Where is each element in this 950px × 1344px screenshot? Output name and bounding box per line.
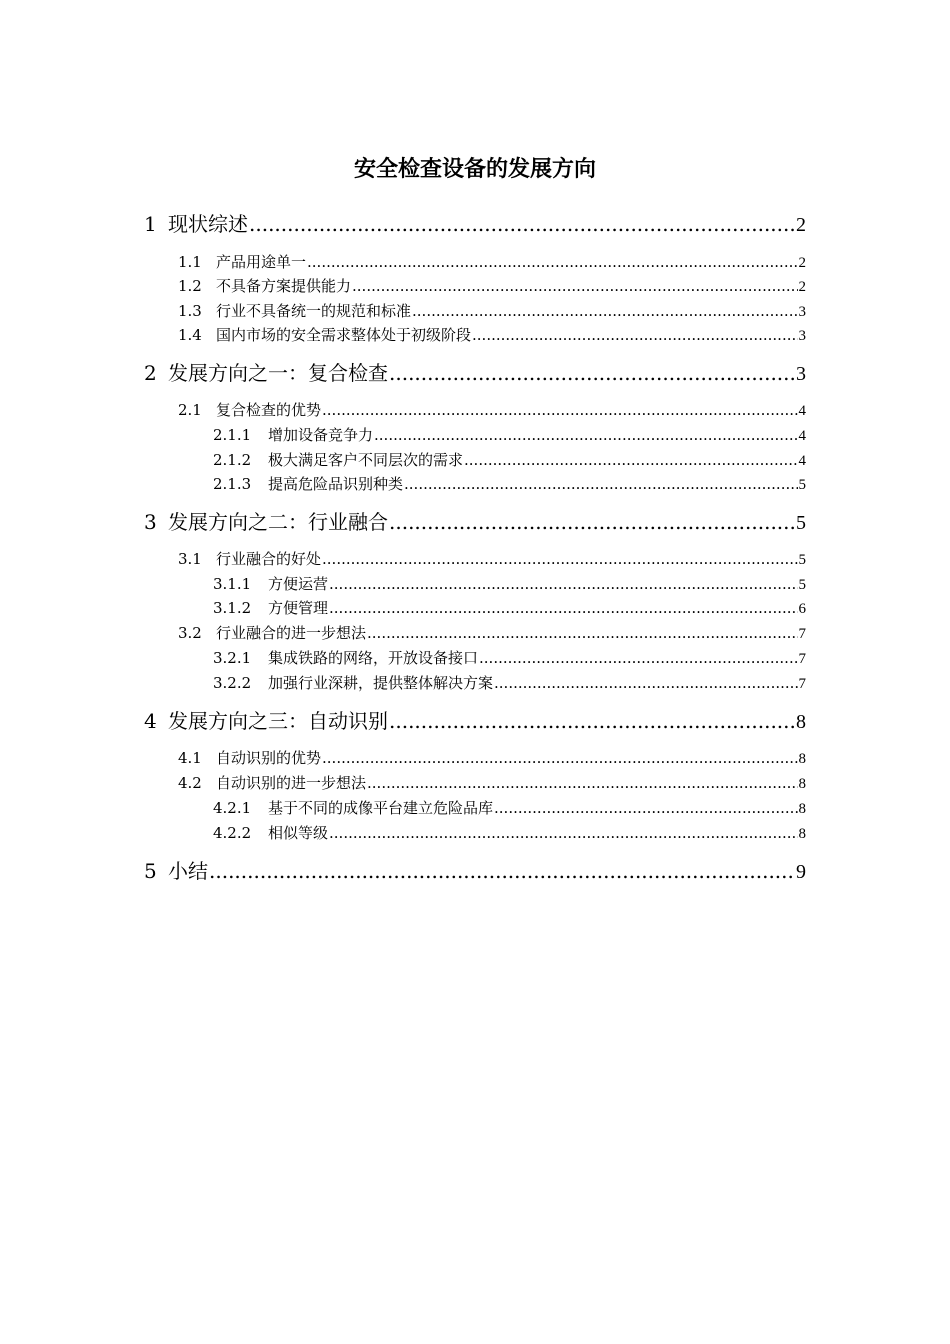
toc-leader-dots: [352, 274, 797, 298]
toc-entry-page: 5: [798, 577, 806, 593]
toc-entry-page: 5: [796, 512, 806, 534]
toc-entry-page: 5: [798, 477, 806, 493]
toc-entry-text: 发展方向之三：自动识别: [168, 709, 388, 733]
toc-entry-page: 8: [798, 751, 806, 767]
toc-leader-dots: [374, 423, 797, 447]
toc-entry-page: 5: [798, 552, 806, 568]
toc-entry[interactable]: [178, 621, 806, 645]
toc-leader-dots: [404, 472, 797, 496]
toc-entry[interactable]: [213, 572, 806, 596]
toc-entry[interactable]: [213, 472, 806, 496]
toc-entry-text: 产品用途单一: [216, 253, 307, 271]
toc-entry-text: 自动识别的进一步想法: [216, 774, 367, 792]
toc-entry-number: 1.4: [178, 326, 202, 344]
toc-entry-page: 2: [798, 255, 806, 271]
toc-leader-dots: [494, 671, 797, 695]
toc-entry[interactable]: [213, 423, 806, 447]
toc-entry-number: 4.2: [178, 774, 202, 792]
toc-entry[interactable]: [144, 209, 806, 239]
toc-entry-text: 发展方向之一：复合检查: [168, 361, 388, 385]
toc-entry-page: 8: [798, 826, 806, 842]
toc-entry-number: 3.1: [178, 550, 202, 568]
toc-leader-dots: [412, 299, 797, 323]
toc-entry-page: 8: [798, 776, 806, 792]
toc-entry-number: 4.2.2: [213, 824, 252, 842]
toc-entry-text: 增加设备竞争力: [268, 426, 374, 444]
toc-entry[interactable]: [213, 796, 806, 820]
toc-leader-dots: [464, 448, 797, 472]
toc-leader-dots: [367, 621, 797, 645]
toc-leader-dots: [389, 358, 795, 388]
toc-entry-page: 4: [798, 428, 806, 444]
toc-entry-page: 8: [798, 801, 806, 817]
toc-entry[interactable]: [213, 448, 806, 472]
toc-entry-number: 3.2.2: [213, 674, 252, 692]
toc-leader-dots: [389, 706, 795, 736]
toc-entry-number: 2.1.3: [213, 475, 252, 493]
toc-entry-text: 自动识别的优势: [216, 749, 322, 767]
toc-entry[interactable]: [213, 646, 806, 670]
toc-leader-dots: [329, 596, 797, 620]
toc-entry[interactable]: [144, 706, 806, 736]
toc-entry-number: 1: [144, 212, 157, 236]
toc-entry[interactable]: [144, 856, 806, 886]
toc-entry[interactable]: [178, 323, 806, 347]
toc-entry-page: 3: [796, 363, 806, 385]
toc-entry-number: 2.1.1: [213, 426, 252, 444]
toc-entry-number: 5: [144, 859, 157, 883]
toc-entry-number: 4.1: [178, 749, 202, 767]
toc-entry-text: 基于不同的成像平台建立危险品库: [268, 799, 494, 817]
toc-entry-page: 7: [798, 676, 806, 692]
toc-entry[interactable]: [178, 250, 806, 274]
toc-leader-dots: [322, 746, 797, 770]
toc-entry[interactable]: [178, 274, 806, 298]
toc-entry-text: 小结: [168, 859, 208, 883]
toc-entry-text: 方便运营: [268, 575, 329, 593]
toc-entry[interactable]: [144, 358, 806, 388]
toc-entry[interactable]: [178, 771, 806, 795]
toc-entry-page: 9: [796, 861, 806, 883]
document-title: 安全检查设备的发展方向: [353, 157, 596, 182]
toc-entry-page: 7: [798, 651, 806, 667]
toc-entry-text: 国内市场的安全需求整体处于初级阶段: [216, 326, 472, 344]
toc-entry[interactable]: [144, 507, 806, 537]
toc-entry-text: 加强行业深耕，提供整体解决方案: [268, 674, 494, 692]
toc-entry[interactable]: [213, 596, 806, 620]
toc-entry[interactable]: [178, 746, 806, 770]
toc-entry-number: 3.2: [178, 624, 202, 642]
toc-leader-dots: [329, 572, 797, 596]
toc-entry[interactable]: [178, 299, 806, 323]
toc-leader-dots: [494, 796, 797, 820]
toc-entry-text: 集成铁路的网络，开放设备接口: [268, 649, 479, 667]
toc-entry-number: 2.1.2: [213, 451, 252, 469]
toc-entry-text: 不具备方案提供能力: [216, 277, 352, 295]
toc-entry-text: 行业融合的进一步想法: [216, 624, 367, 642]
toc-entry-text: 行业不具备统一的规范和标准: [216, 302, 412, 320]
toc-entry[interactable]: [213, 821, 806, 845]
toc-entry-text: 发展方向之二：行业融合: [168, 510, 388, 534]
toc-entry-page: 7: [798, 626, 806, 642]
toc-entry-text: 复合检查的优势: [216, 401, 322, 419]
toc-entry-page: 8: [796, 711, 806, 733]
toc-entry-page: 2: [796, 214, 806, 236]
toc-entry[interactable]: [213, 671, 806, 695]
toc-entry-number: 3: [144, 510, 157, 534]
toc-entry-text: 相似等级: [268, 824, 329, 842]
toc-entry[interactable]: [178, 398, 806, 422]
toc-leader-dots: [479, 646, 797, 670]
toc-entry-number: 2.1: [178, 401, 202, 419]
toc-entry-number: 1.1: [178, 253, 202, 271]
toc-entry-number: 4.2.1: [213, 799, 252, 817]
toc-leader-dots: [329, 821, 797, 845]
toc-entry-page: 4: [798, 403, 806, 419]
toc-entry-text: 极大满足客户不同层次的需求: [268, 451, 464, 469]
toc-leader-dots: [367, 771, 797, 795]
toc-entry-page: 3: [798, 328, 806, 344]
toc-entry-text: 现状综述: [168, 212, 248, 236]
toc-leader-dots: [389, 507, 795, 537]
toc-leader-dots: [307, 250, 797, 274]
toc-entry-number: 3.2.1: [213, 649, 252, 667]
toc-entry-number: 3.1.2: [213, 599, 252, 617]
toc-leader-dots: [209, 856, 795, 886]
toc-entry-text: 提高危险品识别种类: [268, 475, 404, 493]
toc-leader-dots: [472, 323, 797, 347]
toc-entry-page: 6: [798, 601, 806, 617]
toc-leader-dots: [249, 209, 795, 239]
toc-entry-text: 方便管理: [268, 599, 329, 617]
toc-entry-number: 3.1.1: [213, 575, 252, 593]
toc-entry-number: 1.2: [178, 277, 202, 295]
toc-leader-dots: [322, 547, 797, 571]
toc-entry-page: 3: [798, 304, 806, 320]
toc-entry-page: 4: [798, 453, 806, 469]
toc-entry-number: 1.3: [178, 302, 202, 320]
toc-entry-number: 4: [144, 709, 157, 733]
toc-entry-number: 2: [144, 361, 157, 385]
toc-entry-text: 行业融合的好处: [216, 550, 322, 568]
toc-entry[interactable]: [178, 547, 806, 571]
toc-leader-dots: [322, 398, 797, 422]
toc-entry-page: 2: [798, 279, 806, 295]
